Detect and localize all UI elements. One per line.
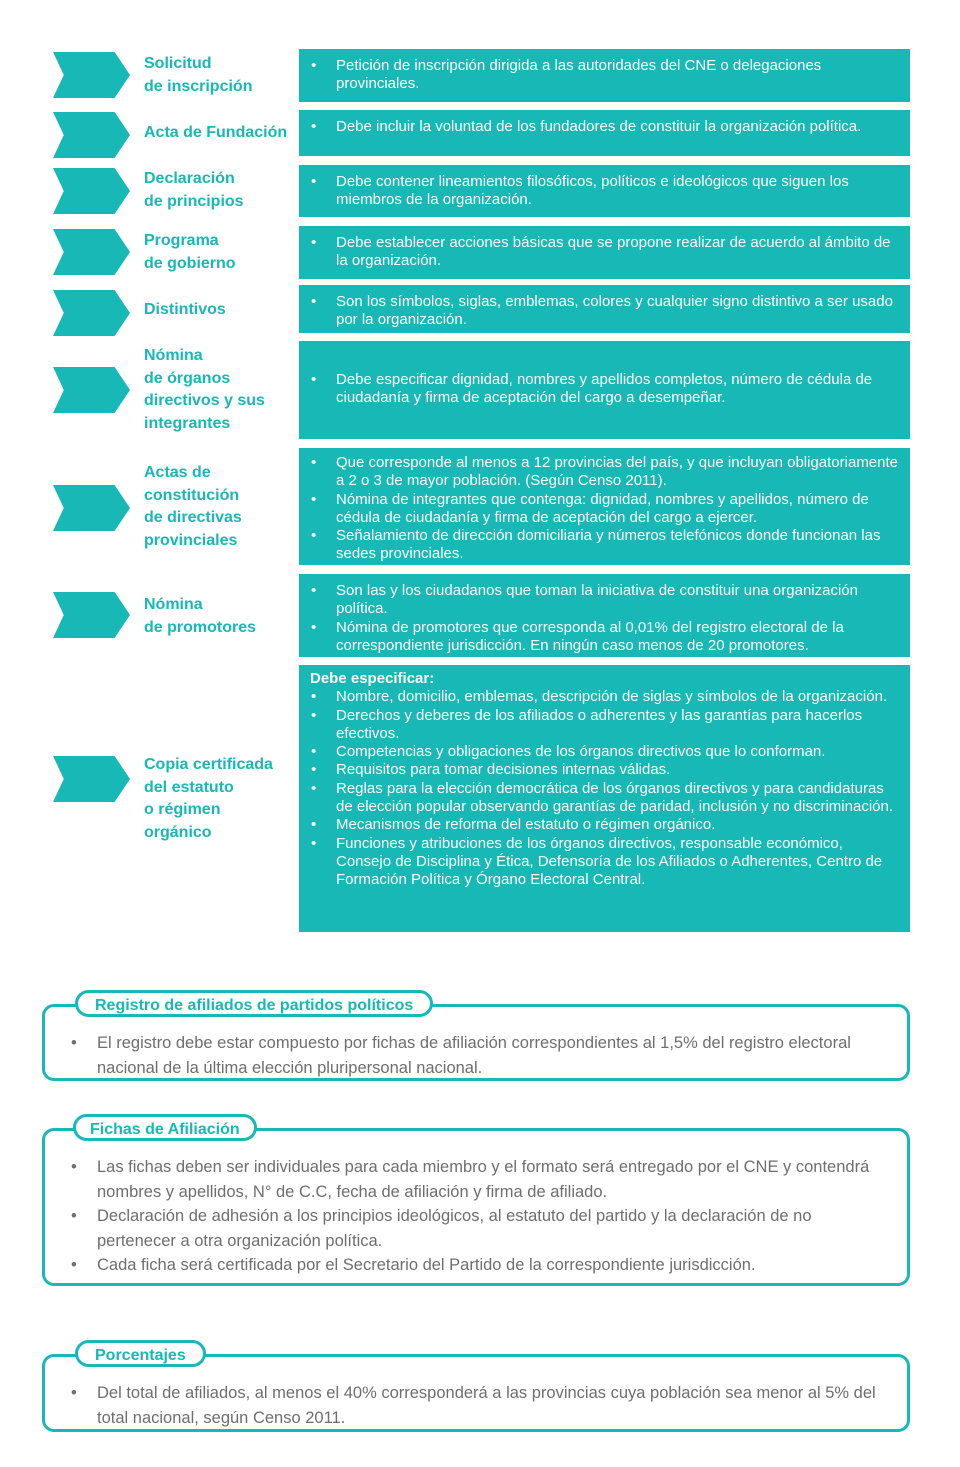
list-item: • Reglas para la elección democrática de los órganos directivos y para candidaturas de elección popular observando garantías de paridad, inclusión y no discriminación.: [310, 780, 902, 817]
requirement-box: [299, 665, 910, 932]
list-item: • Funciones y atribuciones de los órganos directivos, responsable económico, Consejo de Disciplina y Ética, Defensoría de los Afiliados o Adherentes, Centro de Formación Política y Órgano Electoral Central.: [310, 835, 902, 890]
panel-fichas-afiliacion: [42, 1121, 910, 1286]
list-item: • Son los símbolos, siglas, emblemas, colores y cualquier signo distintivo a ser usado por la organización.: [310, 293, 902, 330]
list-item: • Debe establecer acciones básicas que se propone realizar de acuerdo al ámbito de la organización.: [310, 234, 902, 271]
box-lead: Debe especificar:: [310, 670, 435, 687]
list-item: • Mecanismos de reforma del estatuto o régimen orgánico.: [310, 816, 902, 834]
requirement-label: Distintivos: [144, 301, 226, 318]
requirement-label: Nómina de promotores: [144, 596, 257, 636]
requirement-label: Actas de constitución de directivas provinciales: [144, 464, 242, 549]
list-item: • Nómina de integrantes que contenga: dignidad, nombres y apellidos, número de cédula de ciudadanía y firma de aceptación del cargo a ejercer.: [310, 491, 902, 528]
list-item: • Declaración de adhesión a los principios ideológicos, al estatuto del partido y la declaración de no pertenecer a otra organización política.: [71, 1204, 877, 1253]
panel-registro-afiliados: [42, 997, 910, 1081]
list-item: • Las fichas deben ser individuales para cada miembro y el formato será entregado por el CNE y contendrá nombres y apellidos, N° de C.C, fecha de afiliación y firma de afiliado.: [71, 1155, 877, 1204]
requirement-box: [299, 110, 910, 156]
arrow-icon: [53, 592, 130, 638]
list-item: • Nombre, domicilio, emblemas, descripción de siglas y símbolos de la organización.: [310, 688, 902, 706]
list-item: • Requisitos para tomar decisiones internas válidas.: [310, 761, 902, 779]
list-item: • Cada ficha será certificada por el Secretario del Partido de la correspondiente jurisdicción.: [71, 1253, 877, 1278]
arrow-icon: [53, 367, 130, 413]
requirement-label: Declaración de principios: [144, 170, 244, 210]
list-item: • Señalamiento de dirección domiciliaria y números telefónicos donde funcionan las sedes provinciales.: [310, 527, 902, 564]
list-item: • Debe incluir la voluntad de los fundadores de constituir la organización política.: [310, 118, 902, 136]
list-item: • Debe especificar dignidad, nombres y apellidos completos, número de cédula de ciudadanía y firma de aceptación del cargo a desempeñar.: [310, 371, 902, 408]
list-item: • Derechos y deberes de los afiliados o adherentes y las garantías para hacerlos efectivos.: [310, 707, 902, 744]
list-item: • Petición de inscripción dirigida a las autoridades del CNE o delegaciones provinciales.: [310, 57, 902, 94]
list-item: • Nómina de promotores que corresponda al 0,01% del registro electoral de la correspondiente jurisdicción. En ningún caso menos de 20 promotores.: [310, 619, 902, 656]
arrow-icon: [53, 756, 130, 802]
panel-title: Fichas de Afiliación: [73, 1114, 257, 1141]
list-item: • Del total de afiliados, al menos el 40% corresponderá a las provincias cuya población sea menor al 5% del total nacional, según Censo 2011.: [71, 1381, 877, 1430]
requirement-label: Solicitud de inscripción: [144, 55, 253, 95]
panel-title: Registro de afiliados de partidos políticos: [75, 990, 433, 1017]
list-item: • Debe contener lineamientos filosóficos, políticos e ideológicos que siguen los miembros de la organización.: [310, 173, 902, 210]
requirement-box: [299, 341, 910, 439]
list-item: • Competencias y obligaciones de los órganos directivos que lo conforman.: [310, 743, 902, 761]
requirement-box: [299, 448, 910, 565]
requirement-box: [299, 285, 910, 333]
list-item: • Que corresponde al menos a 12 provincias del país, y que incluyan obligatoriamente a 2 o 3 de mayor población. (Según Censo 2011).: [310, 454, 902, 491]
list-item: • El registro debe estar compuesto por fichas de afiliación correspondientes al 1,5% del registro electoral nacional de la última elección pluripersonal nacional.: [71, 1031, 877, 1080]
panel-porcentajes: [42, 1347, 910, 1432]
arrow-icon: [53, 52, 130, 98]
arrow-icon: [53, 290, 130, 336]
requirement-box: [299, 49, 910, 102]
arrow-icon: [53, 485, 130, 531]
arrow-icon: [53, 229, 130, 275]
requirement-label: Acta de Fundación: [144, 124, 288, 141]
requirement-box: [299, 226, 910, 279]
arrow-icon: [53, 112, 130, 158]
requirement-label: Programa de gobierno: [144, 232, 236, 272]
requirement-box: [299, 574, 910, 657]
panel-title: Porcentajes: [75, 1340, 206, 1367]
requirement-box: [299, 165, 910, 217]
list-item: • Son las y los ciudadanos que toman la iniciativa de constituir una organización política.: [310, 582, 902, 619]
requirement-label: Copia certificada del estatuto o régimen orgánico: [144, 756, 273, 841]
requirement-label: Nómina de órganos directivos y sus integrantes: [144, 347, 265, 432]
arrow-icon: [53, 168, 130, 214]
